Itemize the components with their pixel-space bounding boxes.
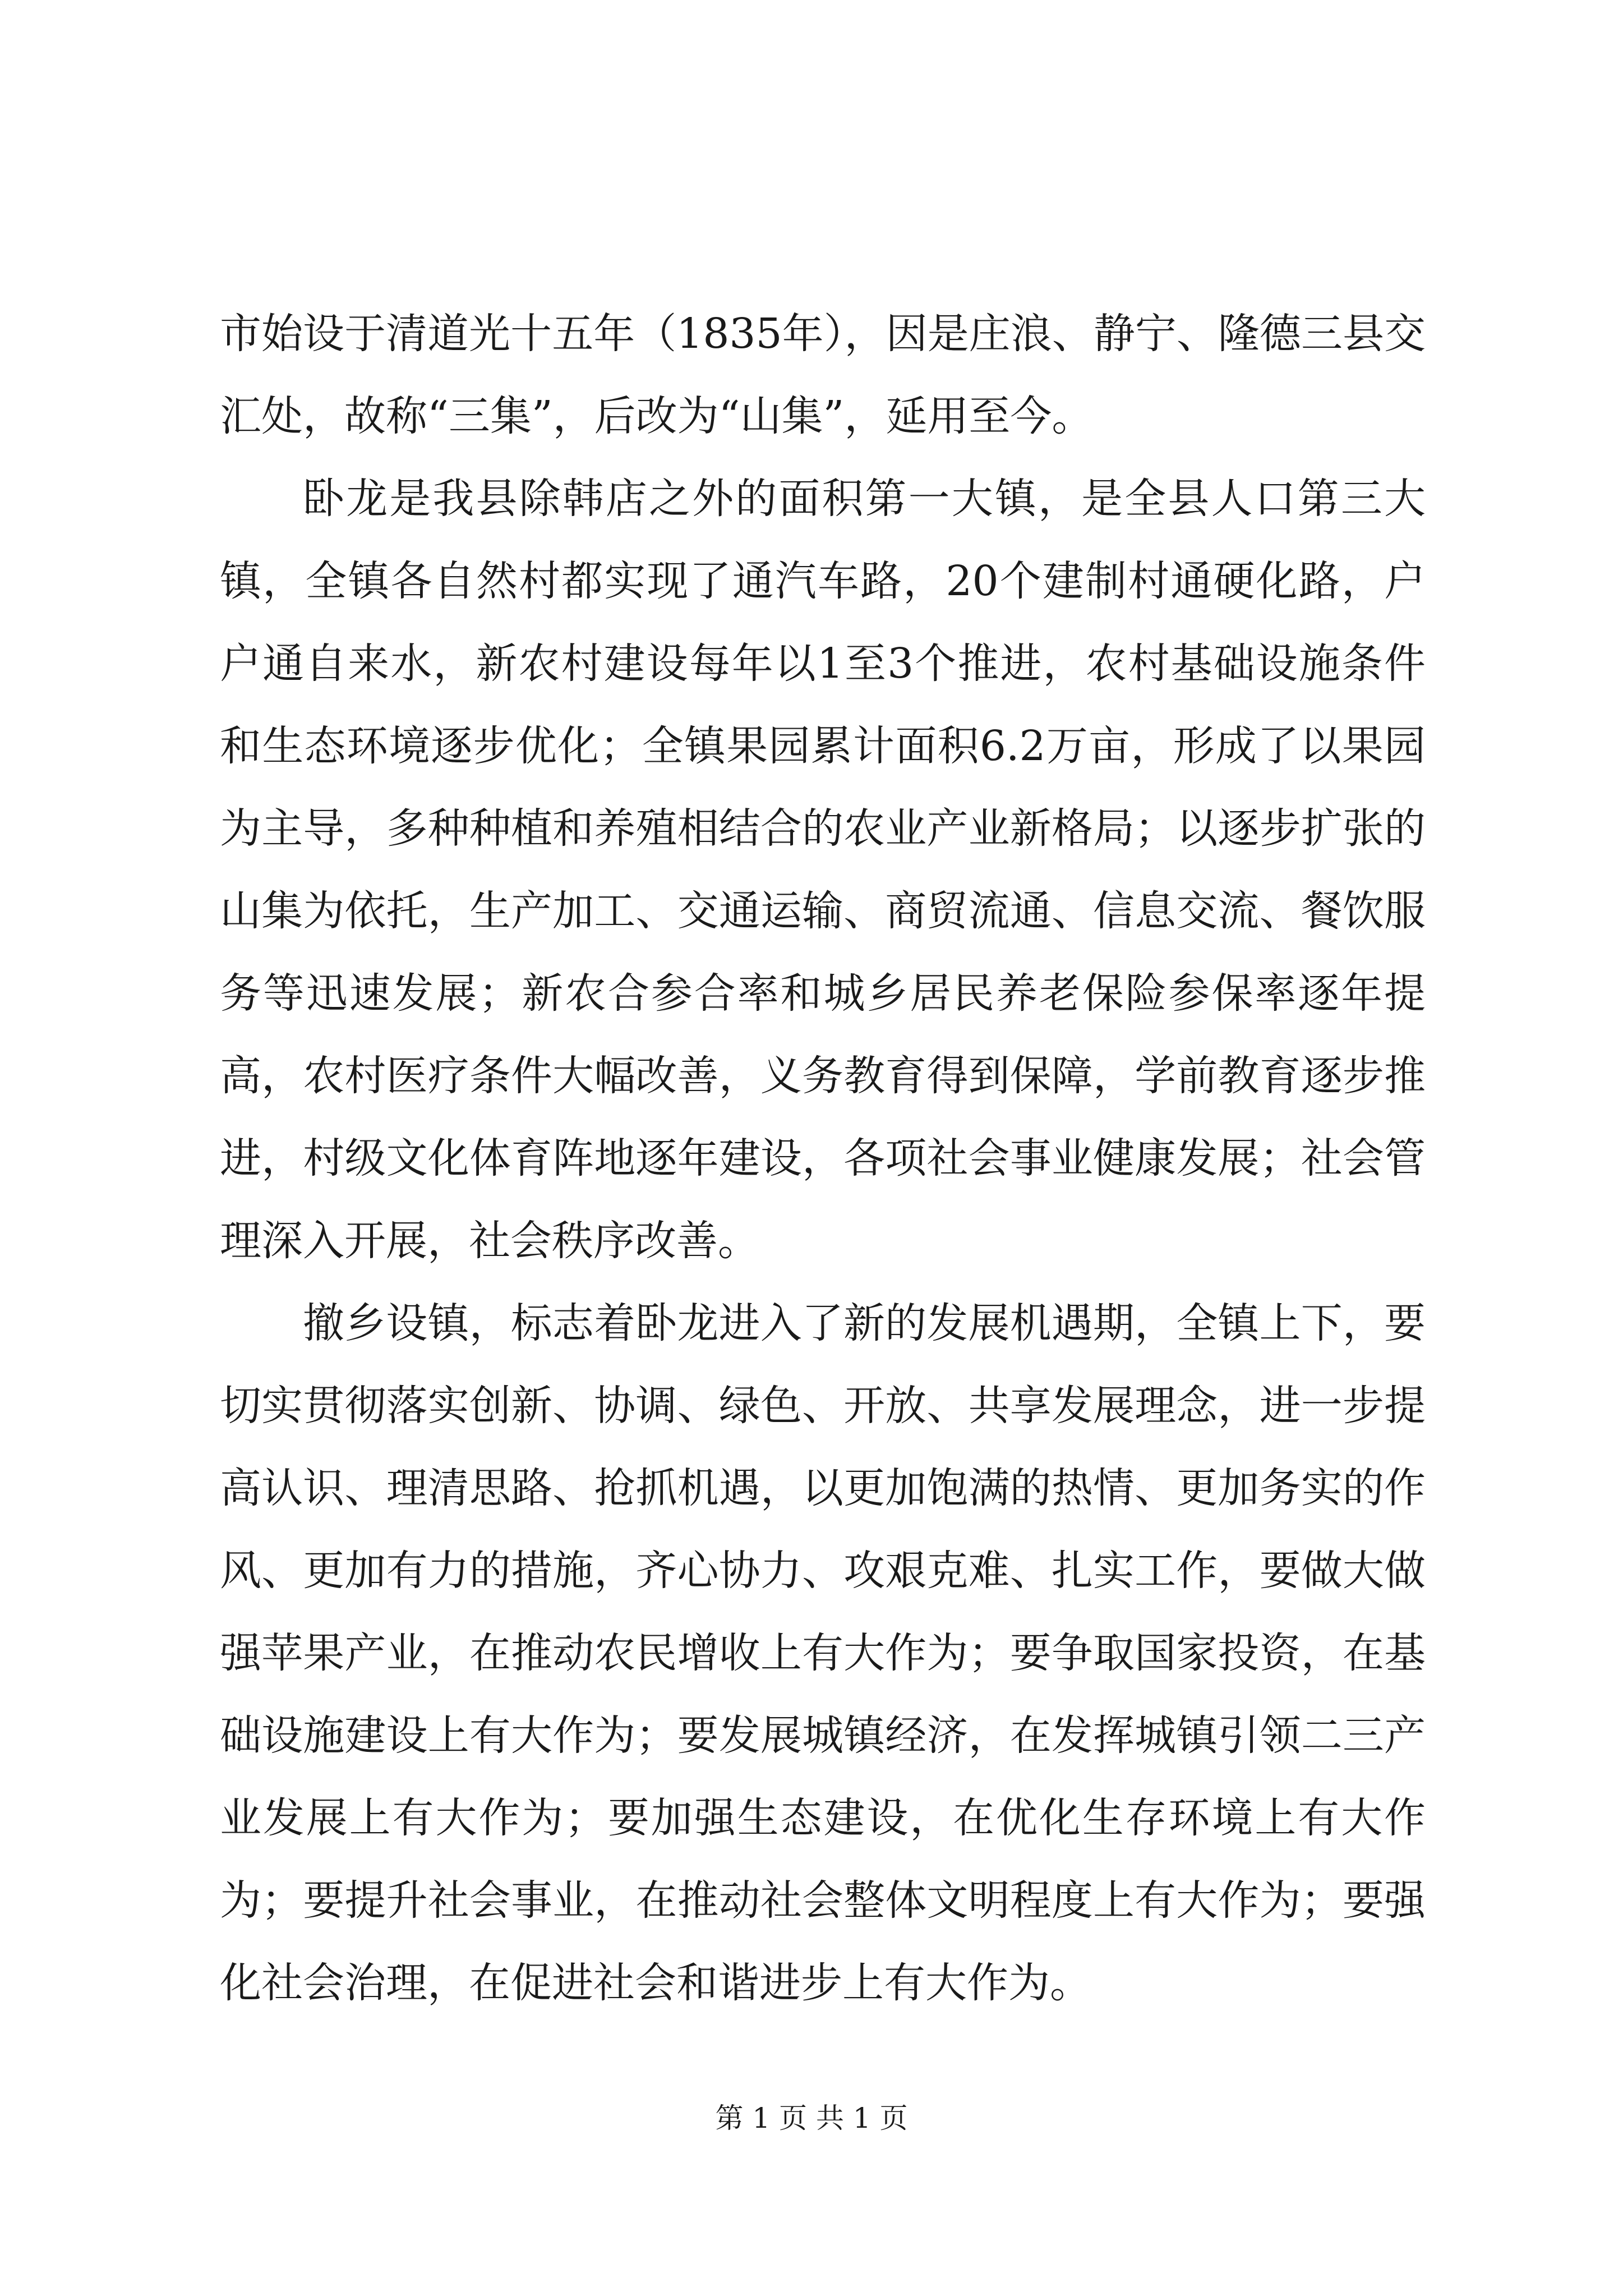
page-footer: 第 1 页 共 1 页 (715, 2102, 908, 2134)
paragraph-continuation: 市始设于清道光十五年（1835年），因是庄浪、静宁、隆德三县交汇处，故称“三集”，后改为“山集”，延用至今。 (220, 310, 1426, 440)
document-body (220, 293, 1426, 2024)
paragraph-development-goals: 撤乡设镇，标志着卧龙进入了新的发展机遇期，全镇上下，要切实贯彻落实创新、协调、绿色、开放、共享发展理念，进一步提高认识、理清思路、抢抓机遇，以更加饱满的热情、更加务实的作风、更加有力的措施，齐心协力、攻艰克难、扎实工作，要做大做强苹果产业，在推动农民增收上有大作为；要争取国家投资，在基础设施建设上有大作为；要发展城镇经济，在发挥城镇引领二三产业发展上有大作为；要加强生态建设，在优化生存环境上有大作为；要提升社会事业，在推动社会整体文明程度上有大作为；要强化社会治理，在促进社会和谐进步上有大作为。 (220, 1299, 1426, 2007)
paragraph-town-overview: 卧龙是我县除韩店之外的面积第一大镇，是全县人口第三大镇，全镇各自然村都实现了通汽车路，20个建制村通硬化路，户户通自来水，新农村建设每年以1至3个推进，农村基础设施条件和生态环境逐步优化；全镇果园累计面积6.2万亩，形成了以果园为主导，多种种植和养殖相结合的农业产业新格局；以逐步扩张的山集为依托，生产加工、交通运输、商贸流通、信息交流、餐饮服务等迅速发展；新农合参合率和城乡居民养老保险参保率逐年提高，农村医疗条件大幅改善，义务教育得到保障，学前教育逐步推进，村级文化体育阵地逐年建设，各项社会事业健康发展；社会管理深入开展，社会秩序改善。 (220, 475, 1426, 1265)
